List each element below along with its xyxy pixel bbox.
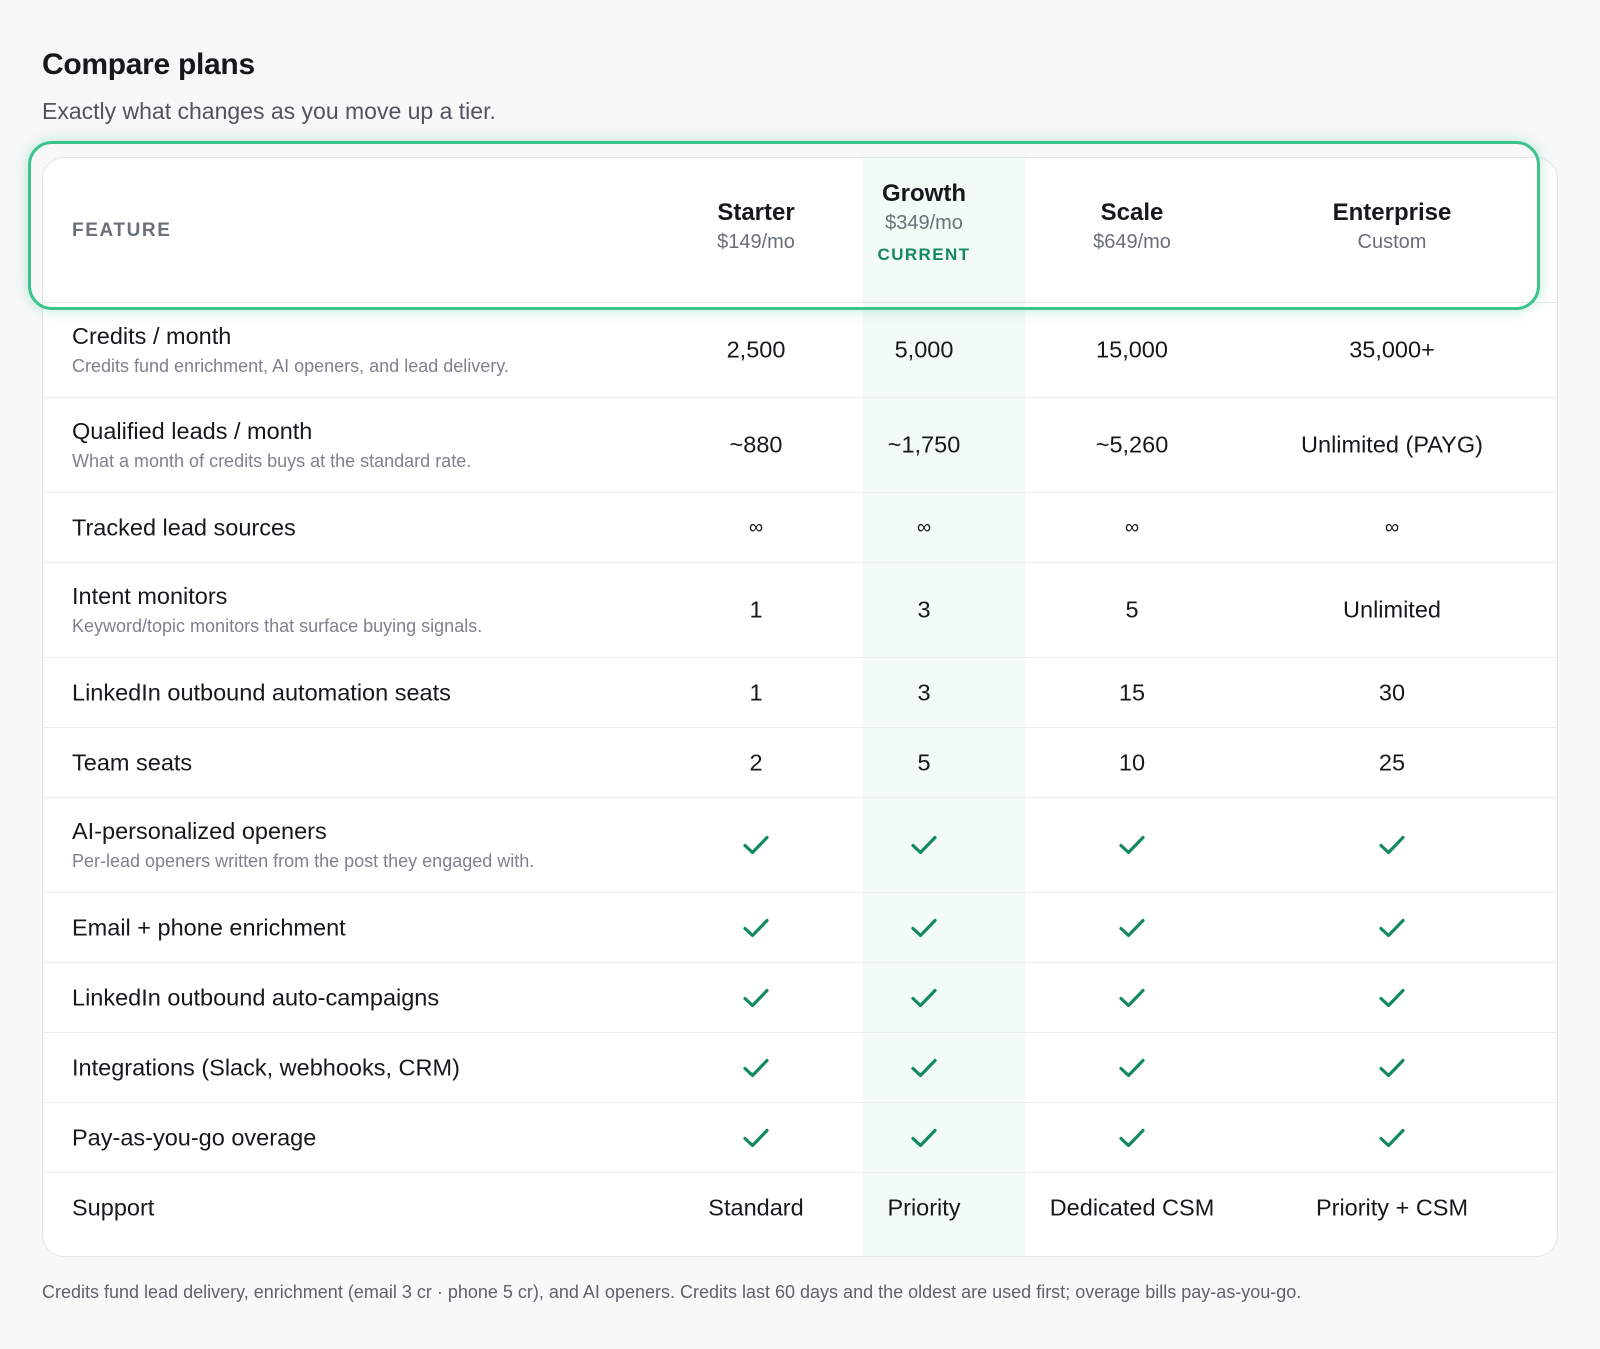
plan-header-scale bbox=[1022, 199, 1242, 254]
plan-price: $349/mo bbox=[885, 212, 963, 234]
check-icon bbox=[1119, 988, 1145, 1008]
feature-name: Pay-as-you-go overage bbox=[72, 1124, 317, 1150]
feature-cell bbox=[72, 818, 534, 872]
plan-value: 5 bbox=[1125, 596, 1139, 623]
feature-name: Email + phone enrichment bbox=[72, 914, 346, 940]
plan-value: 1 bbox=[749, 679, 763, 705]
table-row-credits-month bbox=[43, 303, 1557, 398]
check-icon bbox=[911, 988, 937, 1008]
check-icon bbox=[1119, 918, 1145, 938]
plan-value: 3 bbox=[917, 596, 931, 623]
plan-value: 25 bbox=[1378, 749, 1406, 775]
table-row-linkedin-outbound-automation-seats bbox=[43, 658, 1557, 728]
plan-value: Priority + CSM bbox=[1315, 1194, 1469, 1221]
check-icon bbox=[743, 835, 769, 855]
plan-name: Enterprise bbox=[1332, 199, 1452, 226]
check-icon bbox=[1379, 835, 1405, 855]
plan-value: Unlimited bbox=[1343, 596, 1441, 623]
plan-value: Standard bbox=[708, 1194, 804, 1221]
footnote: Credits fund lead delivery, enrichment (email 3 cr · phone 5 cr), and AI openers. Credits last 60 days and the oldest are used first; overage bills pay-as-you-go. bbox=[42, 1282, 1302, 1302]
feature-name: Credits / month bbox=[72, 323, 232, 349]
table-row-tracked-lead-sources bbox=[43, 493, 1557, 563]
feature-name: LinkedIn outbound auto-campaigns bbox=[72, 984, 440, 1010]
plan-value: Dedicated CSM bbox=[1049, 1194, 1215, 1221]
feature-name: Team seats bbox=[72, 749, 193, 775]
feature-name: Integrations (Slack, webhooks, CRM) bbox=[72, 1054, 460, 1080]
plan-value: ~880 bbox=[729, 431, 783, 458]
plan-value: Unlimited (PAYG) bbox=[1301, 431, 1483, 458]
check-icon bbox=[911, 835, 937, 855]
table-header bbox=[43, 158, 1557, 303]
plan-name: Starter bbox=[717, 199, 795, 226]
check-icon bbox=[743, 918, 769, 938]
table-row-email-phone-enrichment bbox=[43, 893, 1557, 963]
feature-description: What a month of credits buys at the standard rate. bbox=[72, 451, 472, 471]
feature-column-heading: FEATURE bbox=[72, 220, 172, 241]
plan-value: 35,000+ bbox=[1349, 336, 1435, 363]
check-icon bbox=[1379, 1128, 1405, 1148]
feature-cell bbox=[72, 984, 439, 1011]
check-icon bbox=[1379, 918, 1405, 938]
feature-cell bbox=[72, 323, 509, 377]
plan-price: Custom bbox=[1357, 231, 1427, 253]
comparison-table bbox=[42, 157, 1558, 1257]
feature-cell bbox=[72, 749, 192, 776]
table-row-linkedin-outbound-auto-campaigns bbox=[43, 963, 1557, 1033]
infinity-value: ∞ bbox=[748, 516, 764, 538]
table-row-ai-personalized-openers bbox=[43, 798, 1557, 893]
feature-cell bbox=[72, 1195, 154, 1222]
plan-value: ~5,260 bbox=[1095, 431, 1169, 458]
feature-cell bbox=[72, 583, 482, 637]
plan-value: 3 bbox=[917, 679, 931, 705]
feature-name: Intent monitors bbox=[72, 583, 228, 609]
feature-cell bbox=[72, 1124, 316, 1151]
table-row-pay-as-you-go-overage bbox=[43, 1103, 1557, 1173]
check-icon bbox=[743, 988, 769, 1008]
feature-description: Keyword/topic monitors that surface buying signals. bbox=[72, 616, 483, 636]
plan-value: 5,000 bbox=[894, 336, 954, 363]
feature-cell bbox=[72, 1054, 460, 1081]
feature-name: Support bbox=[72, 1194, 155, 1221]
check-icon bbox=[911, 1128, 937, 1148]
check-icon bbox=[1379, 988, 1405, 1008]
feature-cell bbox=[72, 914, 346, 941]
feature-description: Credits fund enrichment, AI openers, and lead delivery. bbox=[72, 356, 509, 376]
infinity-value: ∞ bbox=[1384, 516, 1400, 538]
check-icon bbox=[743, 1128, 769, 1148]
check-icon bbox=[911, 1058, 937, 1078]
plan-value: 30 bbox=[1378, 679, 1406, 705]
plan-price: $149/mo bbox=[717, 231, 795, 253]
check-icon bbox=[1119, 835, 1145, 855]
table-row-support bbox=[43, 1173, 1557, 1243]
check-icon bbox=[1119, 1058, 1145, 1078]
infinity-value: ∞ bbox=[916, 516, 932, 538]
feature-description: Per-lead openers written from the post they engaged with. bbox=[72, 851, 535, 871]
table-row-team-seats bbox=[43, 728, 1557, 798]
table-row-qualified-leads-month bbox=[43, 398, 1557, 493]
feature-name: Qualified leads / month bbox=[72, 418, 313, 444]
table-row-intent-monitors bbox=[43, 563, 1557, 658]
plan-value: ~1,750 bbox=[887, 431, 961, 458]
plan-value: 10 bbox=[1118, 749, 1146, 775]
feature-cell bbox=[72, 679, 451, 706]
feature-name: Tracked lead sources bbox=[72, 514, 296, 540]
page-subtitle: Exactly what changes as you move up a tier. bbox=[42, 98, 496, 124]
feature-name: AI-personalized openers bbox=[72, 818, 327, 844]
plan-value: 1 bbox=[749, 596, 763, 623]
check-icon bbox=[911, 918, 937, 938]
feature-cell bbox=[72, 418, 471, 472]
current-plan-badge: CURRENT bbox=[877, 245, 971, 264]
plan-value: 2,500 bbox=[726, 336, 786, 363]
plan-price: $649/mo bbox=[1093, 231, 1171, 253]
table-row-integrations-slack-webhooks-crm bbox=[43, 1033, 1557, 1103]
plan-value: 2 bbox=[749, 749, 763, 775]
plan-name: Growth bbox=[882, 180, 966, 207]
plan-value: Priority bbox=[887, 1194, 961, 1221]
page-title: Compare plans bbox=[42, 48, 255, 81]
check-icon bbox=[743, 1058, 769, 1078]
feature-cell bbox=[72, 514, 296, 541]
plan-header-enterprise bbox=[1282, 199, 1502, 254]
check-icon bbox=[1119, 1128, 1145, 1148]
feature-name: LinkedIn outbound automation seats bbox=[72, 679, 451, 705]
plan-value: 5 bbox=[917, 749, 931, 775]
infinity-value: ∞ bbox=[1124, 516, 1140, 538]
plan-value: 15,000 bbox=[1096, 336, 1168, 363]
plan-header-growth bbox=[814, 180, 1034, 265]
plan-value: 15 bbox=[1118, 679, 1146, 705]
check-icon bbox=[1379, 1058, 1405, 1078]
plan-name: Scale bbox=[1100, 199, 1164, 226]
